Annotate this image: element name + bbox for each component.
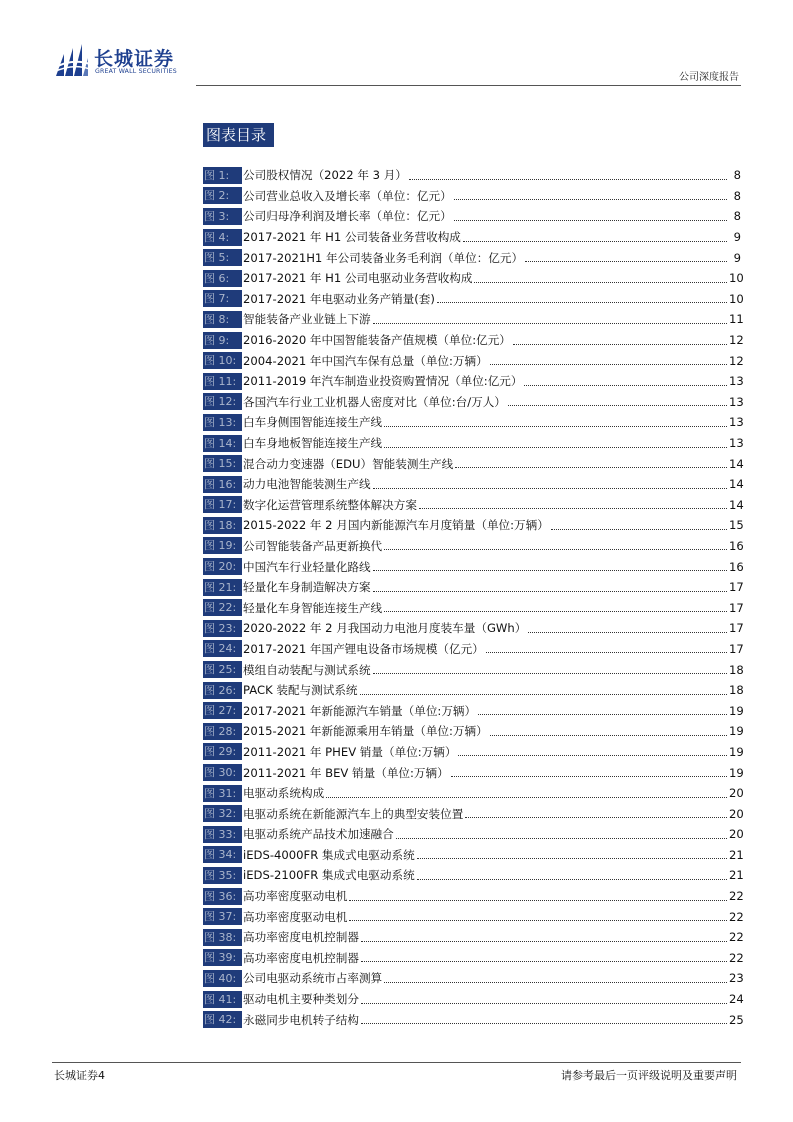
dot-leader	[465, 817, 727, 818]
figure-number: 图 41:	[203, 991, 242, 1008]
figure-title: 轻量化车身制造解决方案	[243, 580, 371, 595]
toc-entry[interactable]	[203, 371, 744, 392]
figure-title: 电驱动系统构成	[243, 786, 325, 801]
figure-title: 中国汽车行业轻量化路线	[243, 559, 371, 574]
figure-number: 图 42:	[203, 1011, 242, 1028]
page-number: 16	[729, 559, 744, 574]
dot-leader	[384, 447, 727, 448]
page-number: 8	[733, 188, 741, 203]
figure-number: 图 25:	[203, 661, 242, 678]
figure-title: 高功率密度驱动电机	[243, 889, 348, 904]
figure-number: 图 17:	[203, 496, 242, 513]
dot-leader	[361, 1023, 727, 1024]
toc-entry[interactable]	[203, 392, 744, 413]
dot-leader	[349, 900, 727, 901]
toc-entry[interactable]	[203, 289, 744, 310]
page-number: 22	[729, 909, 744, 924]
figure-number: 图 27:	[203, 702, 242, 719]
dot-leader	[326, 797, 727, 798]
page-number: 19	[729, 744, 744, 759]
page-number: 20	[729, 806, 744, 821]
toc-entry[interactable]	[203, 742, 744, 763]
figure-title: 2017-2021 年 H1 公司电驱动业务营收构成	[243, 271, 473, 286]
dot-leader	[478, 714, 727, 715]
figure-title: PACK 装配与测试系统	[243, 683, 358, 698]
toc-entry[interactable]	[203, 206, 741, 227]
figure-title: iEDS-4000FR 集成式电驱动系统	[243, 847, 415, 862]
figure-title: 2017-2021 年国产锂电设备市场规模（亿元）	[243, 641, 484, 656]
figure-title: 2004-2021 年中国汽车保有总量（单位:万辆）	[243, 353, 488, 368]
figure-title: 电驱动系统产品技术加速融合	[243, 827, 394, 842]
dot-leader	[458, 755, 727, 756]
toc-entry[interactable]	[203, 783, 744, 804]
dot-leader	[525, 261, 727, 262]
figure-number: 图 35:	[203, 867, 242, 884]
page-number: 17	[729, 600, 744, 615]
figure-number: 图 28:	[203, 723, 242, 740]
toc-entry[interactable]	[203, 1009, 744, 1030]
figure-title: 公司股权情况（2022 年 3 月）	[243, 168, 407, 183]
toc-entry[interactable]	[203, 680, 744, 701]
figure-number: 图 24:	[203, 640, 242, 657]
toc-entry[interactable]	[203, 824, 744, 845]
page-number: 17	[729, 641, 744, 656]
toc-entry[interactable]	[203, 721, 744, 742]
footer-disclaimer: 请参考最后一页评级说明及重要声明	[561, 1069, 737, 1082]
dot-leader	[417, 879, 727, 880]
page-number: 20	[729, 786, 744, 801]
toc-entry[interactable]	[203, 453, 744, 474]
footer-brand-page: 长城证券4	[54, 1069, 105, 1082]
brand-name-en: GREAT WALL SECURITIES	[95, 68, 177, 75]
page-number: 21	[729, 847, 744, 862]
figure-number: 图 11:	[203, 373, 242, 390]
figure-number: 图 33:	[203, 826, 242, 843]
toc-entry[interactable]	[203, 845, 744, 866]
page-number: 13	[729, 374, 744, 389]
figure-title: 2017-2021 年新能源汽车销量（单位:万辆）	[243, 703, 477, 718]
figure-title: iEDS-2100FR 集成式电驱动系统	[243, 868, 415, 883]
dot-leader	[528, 632, 727, 633]
figure-title: 2015-2022 年 2 月国内新能源汽车月度销量（单位:万辆）	[243, 518, 549, 533]
page-number: 22	[729, 889, 744, 904]
page-number: 20	[729, 827, 744, 842]
figure-number: 图 7:	[203, 290, 242, 307]
figure-title: 2017-2021 年电驱动业务产销量(套)	[243, 291, 435, 306]
page-number: 23	[729, 971, 744, 986]
toc-entry[interactable]	[203, 165, 741, 186]
page-number: 18	[729, 683, 744, 698]
dot-leader	[349, 920, 727, 921]
dot-leader	[454, 220, 727, 221]
toc-entry[interactable]	[203, 515, 744, 536]
dot-leader	[373, 673, 727, 674]
toc-entry[interactable]	[203, 968, 744, 989]
page-number: 15	[729, 518, 744, 533]
toc-entry[interactable]	[203, 659, 744, 680]
figure-number: 图 30:	[203, 764, 242, 781]
page-number: 13	[729, 436, 744, 451]
figure-title: 驱动电机主要种类划分	[243, 992, 359, 1007]
page-number: 9	[733, 230, 741, 245]
figure-number: 图 2:	[203, 187, 242, 204]
figure-number: 图 22:	[203, 599, 242, 616]
figure-title: 高功率密度驱动电机	[243, 909, 348, 924]
dot-leader	[384, 426, 727, 427]
toc-entry[interactable]	[203, 350, 744, 371]
toc-entry[interactable]	[203, 247, 741, 268]
dot-leader	[396, 838, 727, 839]
figure-number: 图 10:	[203, 352, 242, 369]
figure-title: 永磁同步电机转子结构	[243, 1012, 359, 1027]
page-number: 17	[729, 621, 744, 636]
figure-number: 图 8:	[203, 311, 242, 328]
dot-leader	[361, 941, 727, 942]
dot-leader	[513, 344, 727, 345]
figure-number: 图 36:	[203, 888, 242, 905]
figure-number: 图 38:	[203, 929, 242, 946]
page-number: 8	[733, 209, 741, 224]
figure-number: 图 13:	[203, 414, 242, 431]
dot-leader	[454, 199, 727, 200]
figure-number: 图 14:	[203, 435, 242, 452]
figure-title: 混合动力变速器（EDU）智能装测生产线	[243, 456, 454, 471]
figure-title: 2011-2021 年 BEV 销量（单位:万辆）	[243, 765, 449, 780]
toc-entry[interactable]	[203, 597, 744, 618]
dot-leader	[417, 858, 727, 859]
toc-entry[interactable]	[203, 309, 744, 330]
page-number: 22	[729, 930, 744, 945]
dot-leader	[361, 961, 727, 962]
figure-title: 2016-2020 年中国智能装备产值规模（单位:亿元）	[243, 333, 511, 348]
page-number: 12	[729, 333, 744, 348]
page-number: 9	[733, 250, 741, 265]
dot-leader	[373, 591, 727, 592]
figure-title: 2017-2021 年 H1 公司装备业务营收构成	[243, 230, 461, 245]
figure-number: 图 12:	[203, 393, 242, 410]
toc-entry[interactable]	[203, 886, 744, 907]
dot-leader	[451, 776, 727, 777]
figure-title: 数字化运营管理系统整体解决方案	[243, 497, 417, 512]
figure-number: 图 9:	[203, 332, 242, 349]
section-title: 图表目录	[203, 123, 274, 147]
dot-leader	[490, 735, 727, 736]
toc-entry[interactable]	[203, 556, 744, 577]
figure-number: 图 18:	[203, 517, 242, 534]
header-divider	[196, 85, 741, 86]
figure-number: 图 37:	[203, 908, 242, 925]
page-number: 19	[729, 703, 744, 718]
dot-leader	[384, 982, 727, 983]
figure-number: 图 29:	[203, 743, 242, 760]
figure-title: 轻量化车身智能连接生产线	[243, 600, 383, 615]
figure-number: 图 16:	[203, 476, 242, 493]
figure-number: 图 23:	[203, 620, 242, 637]
figure-title: 2020-2022 年 2 月我国动力电池月度装车量（GWh）	[243, 621, 527, 636]
toc-entry[interactable]	[203, 412, 744, 433]
toc-entry[interactable]	[203, 700, 744, 721]
figure-title: 白车身侧围智能连接生产线	[243, 415, 383, 430]
page-number: 24	[729, 992, 744, 1007]
great-wall-logo-icon	[54, 44, 90, 78]
figure-title: 2015-2021 年新能源乘用车销量（单位:万辆）	[243, 724, 488, 739]
dot-leader	[455, 467, 727, 468]
toc-entry[interactable]	[203, 927, 744, 948]
figure-number: 图 1:	[203, 167, 242, 184]
page-number: 14	[729, 477, 744, 492]
page-number: 19	[729, 724, 744, 739]
report-type: 公司深度报告	[679, 72, 739, 83]
toc-entry[interactable]	[203, 474, 744, 495]
figure-title: 高功率密度电机控制器	[243, 930, 359, 945]
toc-entry[interactable]	[203, 906, 744, 927]
page-number: 10	[729, 291, 744, 306]
figure-number: 图 3:	[203, 208, 242, 225]
figure-number: 图 34:	[203, 846, 242, 863]
figure-title: 2011-2019 年汽车制造业投资购置情况（单位:亿元）	[243, 374, 523, 389]
dot-leader	[474, 282, 727, 283]
toc-entry[interactable]	[203, 186, 741, 207]
toc-entry[interactable]	[203, 618, 744, 639]
figure-number: 图 20:	[203, 558, 242, 575]
figure-number: 图 6:	[203, 270, 242, 287]
figure-title: 模组自动装配与测试系统	[243, 662, 371, 677]
dot-leader	[361, 1003, 727, 1004]
toc-entry[interactable]	[203, 268, 744, 289]
figure-title: 白车身地板智能连接生产线	[243, 436, 383, 451]
dot-leader	[409, 179, 727, 180]
page-number: 25	[729, 1012, 744, 1027]
dot-leader	[373, 488, 727, 489]
toc-entry[interactable]	[203, 433, 744, 454]
page-number: 14	[729, 497, 744, 512]
figure-number: 图 26:	[203, 682, 242, 699]
figure-title: 高功率密度电机控制器	[243, 950, 359, 965]
toc-entry[interactable]	[203, 639, 744, 660]
figure-title: 公司电驱动系统市占率测算	[243, 971, 383, 986]
footer-divider	[52, 1062, 741, 1063]
dot-leader	[508, 405, 727, 406]
brand-name-cn: 长城证券	[94, 48, 175, 70]
toc-entry[interactable]	[203, 536, 744, 557]
company-logo	[54, 44, 194, 80]
toc-entry[interactable]	[203, 989, 744, 1010]
toc-entry[interactable]	[203, 577, 744, 598]
figure-title: 智能装备产业业链上下游	[243, 312, 371, 327]
figure-number: 图 31:	[203, 785, 242, 802]
page-number: 22	[729, 950, 744, 965]
figure-number: 图 4:	[203, 229, 242, 246]
page-number: 12	[729, 353, 744, 368]
page-number: 8	[733, 168, 741, 183]
dot-leader	[384, 549, 727, 550]
page-number: 13	[729, 394, 744, 409]
figure-title: 动力电池智能装测生产线	[243, 477, 371, 492]
dot-leader	[419, 508, 727, 509]
page-number: 14	[729, 456, 744, 471]
dot-leader	[490, 364, 727, 365]
page-number: 19	[729, 765, 744, 780]
figure-title: 2011-2021 年 PHEV 销量（单位:万辆）	[243, 744, 457, 759]
figure-title: 电驱动系统在新能源汽车上的典型安装位置	[243, 806, 464, 821]
dot-leader	[360, 694, 727, 695]
page-number: 11	[729, 312, 744, 327]
dot-leader	[486, 652, 727, 653]
dot-leader	[384, 611, 727, 612]
toc-entry[interactable]	[203, 803, 744, 824]
dot-leader	[373, 570, 727, 571]
figure-number: 图 39:	[203, 949, 242, 966]
figure-title: 公司智能装备产品更新换代	[243, 538, 383, 553]
figure-number: 图 40:	[203, 970, 242, 987]
page-number: 13	[729, 415, 744, 430]
dot-leader	[463, 241, 727, 242]
toc-entry[interactable]	[203, 948, 744, 969]
page-number: 21	[729, 868, 744, 883]
toc-entry[interactable]	[203, 227, 741, 248]
toc-entry[interactable]	[203, 330, 744, 351]
toc-entry[interactable]	[203, 495, 744, 516]
toc-entry[interactable]	[203, 865, 744, 886]
dot-leader	[373, 323, 727, 324]
figure-title: 公司营业总收入及增长率（单位：亿元）	[243, 188, 452, 203]
dot-leader	[551, 529, 727, 530]
page-number: 16	[729, 538, 744, 553]
page-number: 10	[729, 271, 744, 286]
figure-title: 各国汽车行业工业机器人密度对比（单位:台/万人）	[243, 394, 506, 409]
page-number: 17	[729, 580, 744, 595]
figure-number: 图 21:	[203, 579, 242, 596]
figure-number: 图 32:	[203, 805, 242, 822]
toc-entry[interactable]	[203, 762, 744, 783]
page-number: 18	[729, 662, 744, 677]
figure-index-list	[203, 165, 744, 1030]
figure-title: 公司归母净利润及增长率（单位：亿元）	[243, 209, 452, 224]
dot-leader	[437, 302, 727, 303]
figure-number: 图 19:	[203, 537, 242, 554]
figure-title: 2017-2021H1 年公司装备业务毛利润（单位：亿元）	[243, 250, 524, 265]
figure-number: 图 15:	[203, 455, 242, 472]
figure-number: 图 5:	[203, 249, 242, 266]
dot-leader	[524, 385, 727, 386]
